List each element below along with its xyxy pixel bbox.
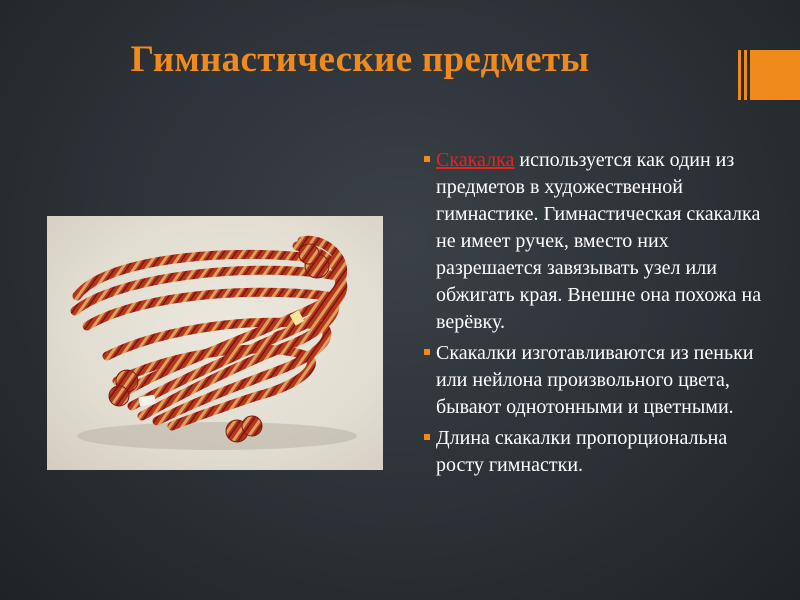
- bullet-text: Скакалки изготавливаются из пеньки или нейлона произвольного цвета, бывают однотонными и цветными.: [436, 342, 754, 418]
- corner-deco-thin-bar-right: [744, 50, 747, 100]
- jump-rope-photo: [47, 216, 383, 470]
- slide-title: Гимнастические предметы: [130, 39, 590, 80]
- rope-coil-icon: [47, 216, 383, 470]
- bullet-marker: [424, 349, 430, 355]
- corner-decoration: [738, 50, 800, 100]
- bullet-text: используется как один из предметов в художественной гимнастике. Гимнастическая скакалка не имеет ручек, вместо них разрешается завязывать узел или обжигать края. Внешне она похожа на верёвку.: [436, 149, 762, 333]
- bullet-item-2: [424, 340, 774, 421]
- bullet-item-1: [424, 147, 774, 336]
- bullet-text: Длина скакалки пропорциональна росту гимнастки.: [436, 427, 728, 476]
- corner-deco-thin-bar-left: [738, 50, 741, 100]
- bullet-marker: [424, 434, 430, 440]
- highlighted-term: Скакалка: [436, 149, 515, 171]
- bullet-item-3: [424, 425, 774, 479]
- corner-deco-block: [750, 50, 800, 100]
- bullet-list: [424, 147, 774, 483]
- bullet-marker: [424, 156, 430, 162]
